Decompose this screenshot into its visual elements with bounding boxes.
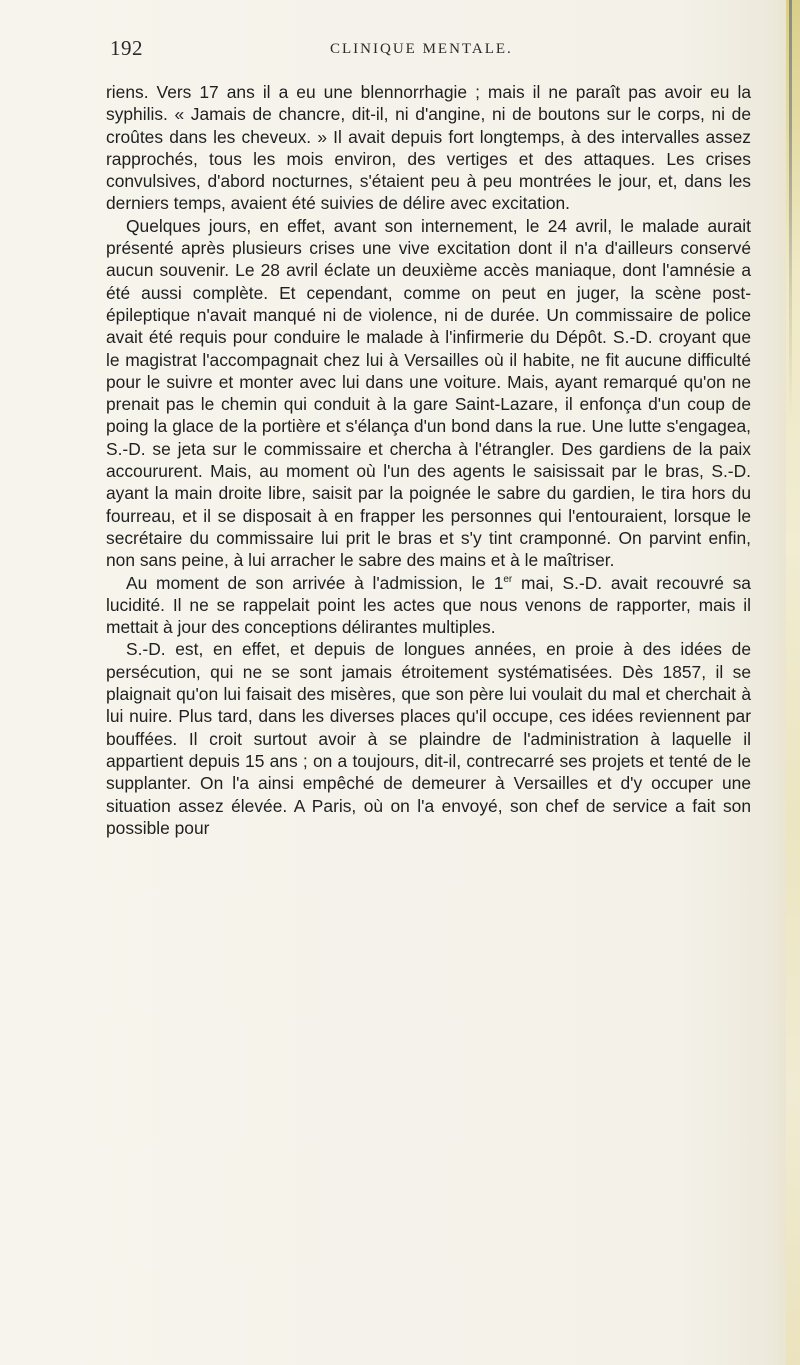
paragraph-4: S.-D. est, en effet, et depuis de longues années, en proie à des idées de persécution, qui ne se sont jamais étroitement systématisées. Dès 1857, il se plaignait qu'on lui faisait des misères, que son père lui voulait du mal et cherchait à lui nuire. Plus tard, dans les diverses places qu'il occupe, ces idées reviennent par bouffées. Il croit surtout avoir à se plaindre de l'administration à laquelle il appartient depuis 15 ans ; on a toujours, dit-il, contrecarré ses projets et tenté de le supplanter. On l'a ainsi empêché de demeurer à Versailles et d'y occuper une situation assez élevée. A Paris, où on l'a envoyé, son chef de service a fait son possible pour [106,639,751,838]
paragraph-2: Quelques jours, en effet, avant son internement, le 24 avril, le malade aurait présenté après plusieurs crises une vive excitation dont il n'a d'ailleurs conservé aucun souvenir. Le 28 avril éclate un deuxième accès maniaque, dont l'amnésie a été aussi complète. Et cependant, comme on peut en juger, la scène post-épileptique n'avait manqué ni de violence, ni de durée. Un commissaire de police avait été requis pour conduire le malade à l'infirmerie du Dépôt. S.-D. croyant que le magistrat l'accompagnait chez lui à Versailles où il habite, ne fit aucune difficulté pour le suivre et monter avec lui dans une voiture. Mais, ayant remarqué qu'on ne prenait pas le chemin qui conduit à la gare Saint-Lazare, il enfonça d'un coup de poing la glace de la portière et s'élança d'un bond dans la rue. Une lutte s'engagea, S.-D. se jeta sur le commissaire et chercha à l'étrangler. Des gardiens de la paix accoururent. Mais, au moment où l'un des agents le saisissait par le bras, S.-D. ayant la main droite libre, saisit par la poignée le sabre du gardien, le tira hors du fourreau, et il se disposait à en frapper les personnes qui l'entouraient, lorsque le secrétaire du commissaire lui prit le bras et s'y tint cramponné. On parvint enfin, non sans peine, à lui arracher le sabre des mains et à le maîtriser. [106,215,751,571]
page-header [110,36,750,66]
ordinal-superscript: er [503,573,513,585]
body-text [106,81,751,839]
paragraph-3 [106,572,751,639]
paragraph-1: riens. Vers 17 ans il a eu une blennorrhagie ; mais il ne paraît pas avoir eu la syphilis. « Jamais de chancre, dit-il, ni d'angine, ni de boutons sur le corps, ni de croûtes dans les cheveux. » Il avait depuis fort longtemps, à des intervalles assez rapprochés, tous les mois environ, des vertiges et des attaques. Les crises convulsives, d'abord nocturnes, s'étaient peu à peu montrées le jour, et, dans les derniers temps, avaient été suivies de délire avec excitation. [106,82,751,214]
paragraph-3-part-2: mai, S.-D. avait recouvré sa lucidité. Il ne se rappelait point les actes que nous venons de rapporter, mais il mettait à jour des conceptions délirantes multiples. [106,572,751,638]
page-number: 192 [110,36,143,60]
paragraph-3-part-1: Au moment de son arrivée à l'admission, le 1 [126,572,504,593]
running-head: CLINIQUE MENTALE. [330,41,513,57]
page-edge-shadow [789,0,792,420]
